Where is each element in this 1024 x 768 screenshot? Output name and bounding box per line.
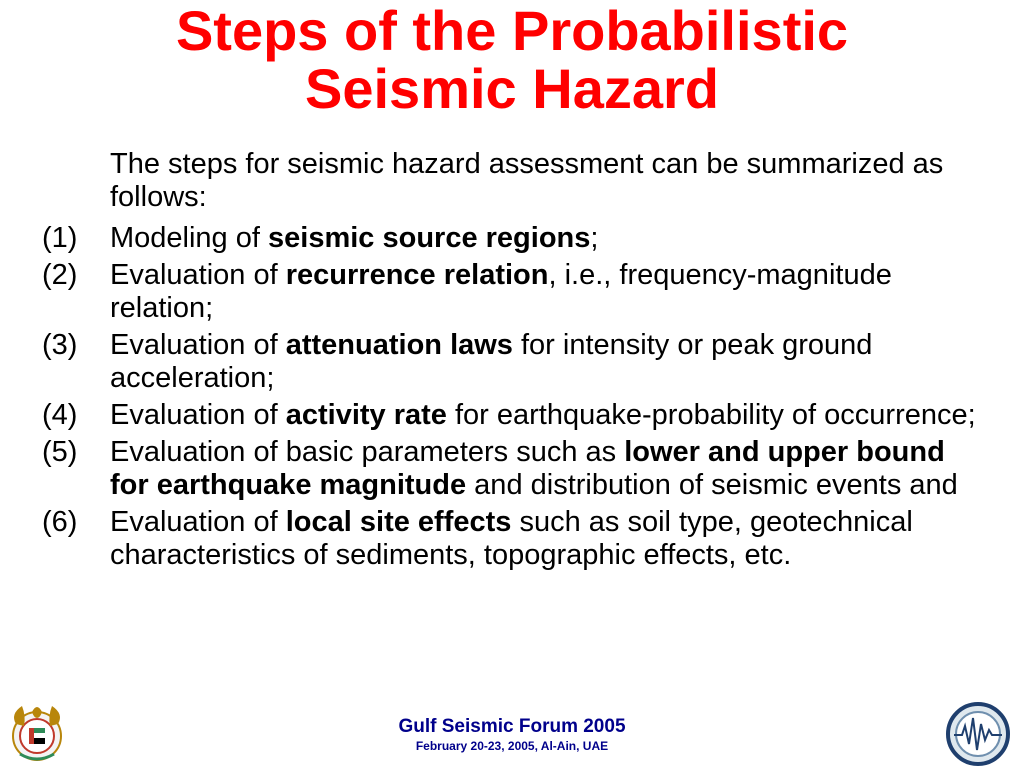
step-bold-term: activity rate (285, 399, 447, 431)
slide-title (0, 2, 1024, 118)
step-bold-term: seismic source regions (268, 222, 591, 254)
slide-title-line-1: Steps of the Probabilistic (175, 0, 849, 62)
step-text-after: such as soil type, geotechnical characteristics of sediments, topographic effects, etc. (110, 506, 913, 571)
step-item (0, 399, 1024, 432)
step-item (0, 329, 1024, 395)
steps-list (0, 222, 1024, 576)
step-text-after: and distribution of seismic events and (466, 469, 958, 501)
step-number: (1) (42, 222, 78, 254)
step-bold-term: local site effects (285, 506, 512, 538)
seismic-wave-logo-icon (940, 700, 1016, 766)
step-item (0, 222, 1024, 255)
step-text: Evaluation of (110, 399, 286, 431)
footer (0, 716, 1024, 754)
step-text: Evaluation of (110, 329, 286, 361)
footer-date: February 20-23, 2005, Al-Ain, UAE (415, 739, 609, 753)
step-bold-term: attenuation laws (285, 329, 513, 361)
step-bold-term: lower and upper bound for earthquake magnitude (110, 436, 945, 501)
step-text-after: , i.e., frequency-magnitude relation; (110, 259, 892, 324)
step-text: Evaluation of basic parameters such as (110, 436, 625, 468)
step-text-after: for earthquake-probability of occurrence; (446, 399, 976, 431)
intro-text: The steps for seismic hazard assessment can be summarized as follows: (110, 148, 944, 213)
step-item (0, 436, 1024, 502)
step-number: (2) (42, 259, 78, 291)
step-text: Evaluation of (110, 259, 286, 291)
step-number: (3) (42, 329, 78, 361)
step-bold-term: recurrence relation (285, 259, 549, 291)
step-number: (5) (42, 436, 78, 468)
step-item (0, 259, 1024, 325)
slide-title-line-2: Seismic Hazard (305, 57, 719, 120)
step-item (0, 506, 1024, 572)
footer-title: Gulf Seismic Forum 2005 (398, 716, 626, 737)
step-number: (4) (42, 399, 78, 431)
step-text-after: ; (590, 222, 599, 254)
step-number: (6) (42, 506, 78, 538)
step-text: Modeling of (110, 222, 268, 254)
step-text: Evaluation of (110, 506, 286, 538)
seismic-wave-logo-graphic (940, 700, 1016, 766)
step-text-after: for intensity or peak ground acceleration; (110, 329, 873, 394)
